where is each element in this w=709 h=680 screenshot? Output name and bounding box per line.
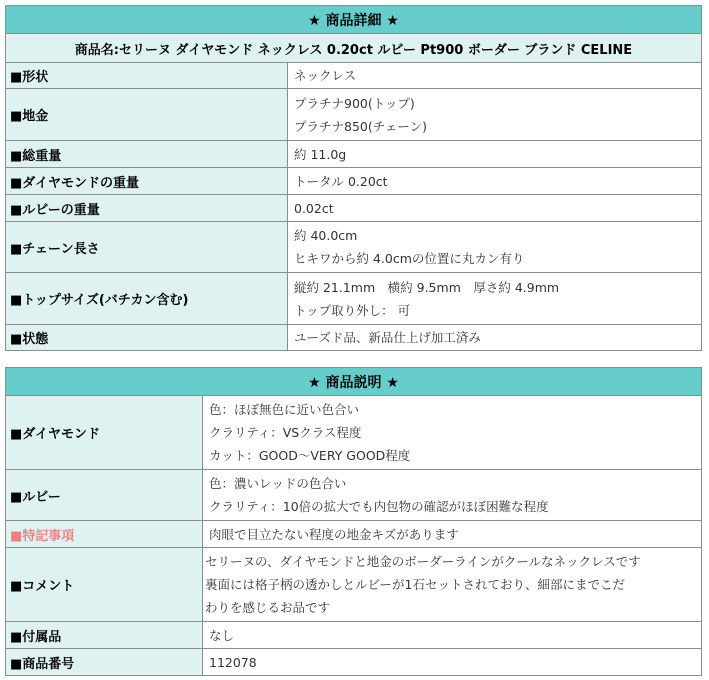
row-label-comment: ■コメント xyxy=(6,548,203,622)
row-label-condition: ■状態 xyxy=(6,325,288,351)
value-line: クラリティ：VSクラス程度 xyxy=(209,425,362,440)
row-value-ruby-weight xyxy=(288,195,702,222)
row-label-shape: ■形状 xyxy=(6,63,288,89)
row-value-total-weight xyxy=(288,141,702,168)
value-line: 裏面には格子柄の透かしとルビーが1石セットされており、細部にまでこだ xyxy=(205,577,625,592)
details-header: ★ 商品詳細 ★ xyxy=(6,6,702,34)
row-value-top-size xyxy=(288,273,702,325)
row-value-chain-length xyxy=(288,222,702,273)
row-label-accessories: ■付属品 xyxy=(6,622,203,649)
value-line: ヒキワから約 4.0cmの位置に丸カン有り xyxy=(294,251,525,266)
value-line: クラリティ：10倍の拡大でも内包物の確認がほぼ困難な程度 xyxy=(209,499,549,514)
value-line: ネックレス xyxy=(294,68,357,83)
value-line: なし xyxy=(209,627,235,643)
row-value-condition xyxy=(288,325,702,351)
value-line: セリーヌの、ダイヤモンドと地金のボーダーラインがクールなネックレスです xyxy=(205,554,641,569)
row-value-comment xyxy=(203,548,702,622)
row-label-diamond: ■ダイヤモンド xyxy=(6,396,203,470)
value-line: 肉眼で目立たない程度の地金キズがあります xyxy=(209,526,459,542)
row-value-product-number xyxy=(203,649,702,676)
row-label-metal: ■地金 xyxy=(6,89,288,141)
row-label-total-weight: ■総重量 xyxy=(6,141,288,168)
row-label-diamond-weight: ■ダイヤモンドの重量 xyxy=(6,168,288,195)
value-line: 約 11.0g xyxy=(294,146,347,162)
value-line: トップ取り外し： 可 xyxy=(294,302,411,318)
row-label-ruby: ■ルビー xyxy=(6,470,203,521)
value-line: カット：GOOD〜VERY GOOD程度 xyxy=(209,448,411,463)
row-label-ruby-weight: ■ルビーの重量 xyxy=(6,195,288,222)
product-description-table xyxy=(5,367,702,676)
row-value-metal xyxy=(288,89,702,141)
value-line: 色：ほぼ無色に近い色合い xyxy=(209,402,360,417)
row-value-accessories xyxy=(203,622,702,649)
product-name: 商品名:セリーヌ ダイヤモンド ネックレス 0.20ct ルビー Pt900 ボーダー ブランド CELINE xyxy=(6,34,702,63)
product-details-table xyxy=(5,5,702,351)
row-value-diamond-weight xyxy=(288,168,702,195)
value-line: ユーズド品、新品仕上げ加工済み xyxy=(294,330,481,345)
row-value-diamond xyxy=(203,396,702,470)
value-line: 縦約 21.1mm 横約 9.5mm 厚さ約 4.9mm xyxy=(294,279,560,295)
row-value-special-notes xyxy=(203,521,702,548)
row-label-chain-length: ■チェーン長さ xyxy=(6,222,288,273)
row-label-product-number: ■商品番号 xyxy=(6,649,203,676)
row-value-shape xyxy=(288,63,702,89)
value-line: 0.02ct xyxy=(294,200,334,216)
row-value-ruby xyxy=(203,470,702,521)
value-line: わりを感じるお品です xyxy=(205,600,331,615)
value-line: プラチナ900(トップ) xyxy=(294,95,415,111)
value-line: 112078 xyxy=(209,654,257,670)
value-line: プラチナ850(チェーン) xyxy=(294,118,427,134)
row-label-top-size: ■トップサイズ(バチカン含む) xyxy=(6,273,288,325)
value-line: トータル 0.20ct xyxy=(294,173,388,189)
row-label-special-notes: ■特記事項 xyxy=(6,521,203,548)
value-line: 約 40.0cm xyxy=(294,228,358,243)
value-line: 色：濃いレッドの色合い xyxy=(209,476,347,491)
description-header: ★ 商品説明 ★ xyxy=(6,368,702,396)
